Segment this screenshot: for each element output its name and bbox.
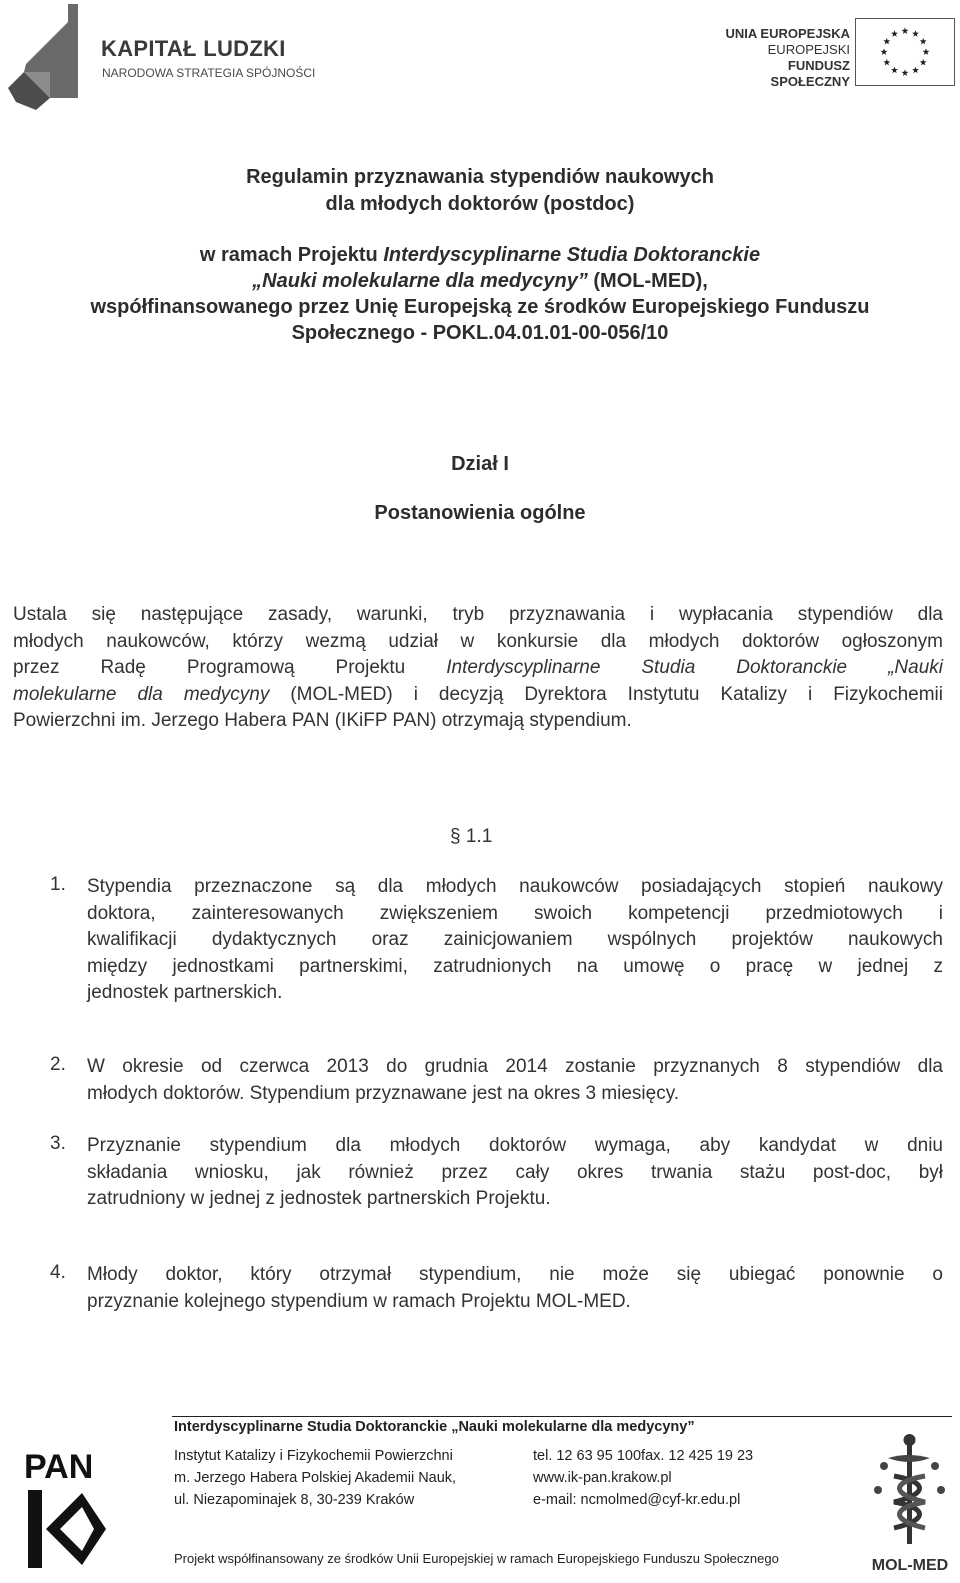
eu-logo-line3: FUNDUSZ SPOŁECZNY: [770, 58, 850, 89]
document-title-line6: Społecznego - POKL.04.01.01-00-056/10: [291, 322, 669, 344]
item-number: 4.: [50, 1262, 66, 1283]
document-title-line4: [0, 270, 960, 293]
footer-heading: Interdyscyplinarne Studia Doktoranckie „Nauki molekularne dla medycyny”: [174, 1419, 695, 1435]
eu-star-icon: [902, 69, 909, 76]
pan-emblem-icon: [20, 1440, 110, 1572]
pan-logo: [20, 1440, 110, 1572]
list-item: [87, 1133, 943, 1213]
document-title-line1: Regulamin przyznawania stypendiów naukowych: [246, 166, 714, 188]
section-heading: Dział I: [451, 453, 509, 475]
kapital-ludzki-title: KAPITAŁ LUDZKI: [101, 36, 286, 61]
footer-divider: [172, 1416, 952, 1417]
eu-star-icon: [883, 59, 890, 66]
item-line: zatrudniony w jednej z jednostek partnerskich Projektu.: [87, 1188, 551, 1209]
title-line3-prefix: w ramach Projektu: [199, 244, 384, 266]
eu-logo-line1: UNIA EUROPEJSKA: [725, 26, 850, 41]
title-line3-italic: Interdyscyplinarne Studia Doktoranckie: [383, 244, 761, 266]
pan-logo-text: PAN: [24, 1448, 94, 1486]
eu-star-icon: [883, 38, 890, 45]
eu-star-icon: [902, 27, 909, 34]
eu-star-icon: [891, 30, 898, 37]
mol-med-logo-text: MOL-MED: [871, 1557, 949, 1574]
item-line: Stypendia przeznaczone są dla młodych naukowców posiadających stopień naukowy: [87, 876, 943, 897]
eu-star-icon: [912, 67, 919, 74]
item-line: Przyznanie stypendium dla młodych doktorów wymaga, aby kandydat w dniu: [87, 1135, 943, 1156]
title-line4-suffix: (MOL-MED),: [587, 270, 708, 292]
intro-line3-italic: Interdyscyplinarne Studia Doktoranckie „Nauki: [446, 657, 944, 678]
eu-flag-icon: [855, 18, 955, 86]
document-title-line5: współfinansowanego przez Unię Europejską ze środków Europejskiego Funduszu: [90, 296, 870, 318]
eu-star-icon: [923, 48, 930, 55]
document-title-line2: dla młodych doktorów (postdoc): [325, 193, 635, 215]
intro-line: młodych naukowców, którzy wezmą udział w konkursie dla młodych doktorów ogłoszonym: [13, 630, 943, 652]
kapital-ludzki-subtitle: NARODOWA STRATEGIA SPÓJNOŚCI: [102, 66, 316, 80]
caduceus-icon: [868, 1432, 952, 1578]
intro-line: [13, 682, 943, 709]
footer-address-line1: Instytut Katalizy i Fizykochemii Powierzchni: [174, 1448, 453, 1464]
eu-logo-text: [710, 26, 850, 90]
item-line: W okresie od czerwca 2013 do grudnia 2014 zostanie przyznanych 8 stypendiów dla: [87, 1056, 943, 1077]
paragraph-marker: § 1.1: [450, 826, 493, 847]
intro-paragraph: [13, 602, 943, 735]
list-item: [87, 874, 943, 1007]
eu-star-icon: [920, 38, 927, 45]
item-line: między jednostkami partnerskimi, zatrudnionych na umowę o pracę w jednej z: [87, 955, 943, 977]
eu-star-icon: [920, 59, 927, 66]
title-line4-italic: „Nauki molekularne dla medycyny”: [252, 270, 588, 292]
document-title-line3: [0, 244, 960, 267]
intro-line: Powierzchni im. Jerzego Habera PAN (IKiFP PAN) otrzymają stypendium.: [13, 710, 632, 731]
item-number: 1.: [50, 874, 66, 895]
item-line: Młody doktor, który otrzymał stypendium, nie może się ubiegać ponownie o: [87, 1264, 943, 1285]
eu-star-icon: [912, 30, 919, 37]
eu-logo: [700, 16, 956, 88]
mol-med-logo: [868, 1432, 952, 1578]
eu-logo-line2: EUROPEJSKI: [767, 42, 850, 57]
item-line: składania wniosku, jak również przez cały okres trwania stażu post-doc, był: [87, 1161, 943, 1183]
kapital-ludzki-emblem-icon: [6, 2, 98, 112]
list-item: [87, 1054, 943, 1107]
item-line: doktora, zainteresowanych zwiększeniem swoich kompetencji przedmiotowych i: [87, 902, 943, 924]
intro-line3-prefix: przez Radę Programową Projektu: [13, 657, 447, 678]
eu-star-icon: [891, 67, 898, 74]
item-line: przyznanie kolejnego stypendium w ramach Projektu MOL-MED.: [87, 1290, 631, 1312]
footer-address-line3: ul. Niezapominajek 8, 30-239 Kraków: [174, 1492, 415, 1508]
footer-bottom-note: Projekt współfinansowany ze środków Unii Europejskiej w ramach Europejskiego Funduszu Społecznego: [174, 1551, 779, 1566]
footer-website-link[interactable]: www.ik-pan.krakow.pl: [533, 1470, 672, 1486]
footer-address-line2: m. Jerzego Habera Polskiej Akademii Nauk,: [174, 1470, 457, 1486]
kapital-ludzki-logo: [6, 2, 336, 112]
intro-line: Ustala się następujące zasady, warunki, tryb przyznawania i wypłacania stypendiów dla: [13, 604, 943, 625]
item-line: jednostek partnerskich.: [87, 982, 283, 1003]
section-subheading: Postanowienia ogólne: [374, 502, 586, 524]
footer-email-link[interactable]: e-mail: ncmolmed@cyf-kr.edu.pl: [533, 1492, 741, 1508]
intro-line: [13, 655, 943, 682]
intro-line4-suffix: (MOL-MED) i decyzją Dyrektora Instytutu Katalizy i Fizykochemii: [269, 683, 943, 705]
item-line: kwalifikacji dydaktycznych oraz zainicjowaniem wspólnych projektów naukowych: [87, 929, 943, 950]
item-line: młodych doktorów. Stypendium przyznawane jest na okres 3 miesięcy.: [87, 1082, 680, 1104]
item-number: 2.: [50, 1054, 66, 1075]
intro-line4-italic: molekularne dla medycyny: [13, 683, 270, 705]
footer-phone-fax: tel. 12 63 95 100fax. 12 425 19 23: [533, 1448, 754, 1464]
list-item: [87, 1262, 943, 1315]
eu-star-icon: [881, 48, 888, 55]
item-number: 3.: [50, 1133, 66, 1154]
